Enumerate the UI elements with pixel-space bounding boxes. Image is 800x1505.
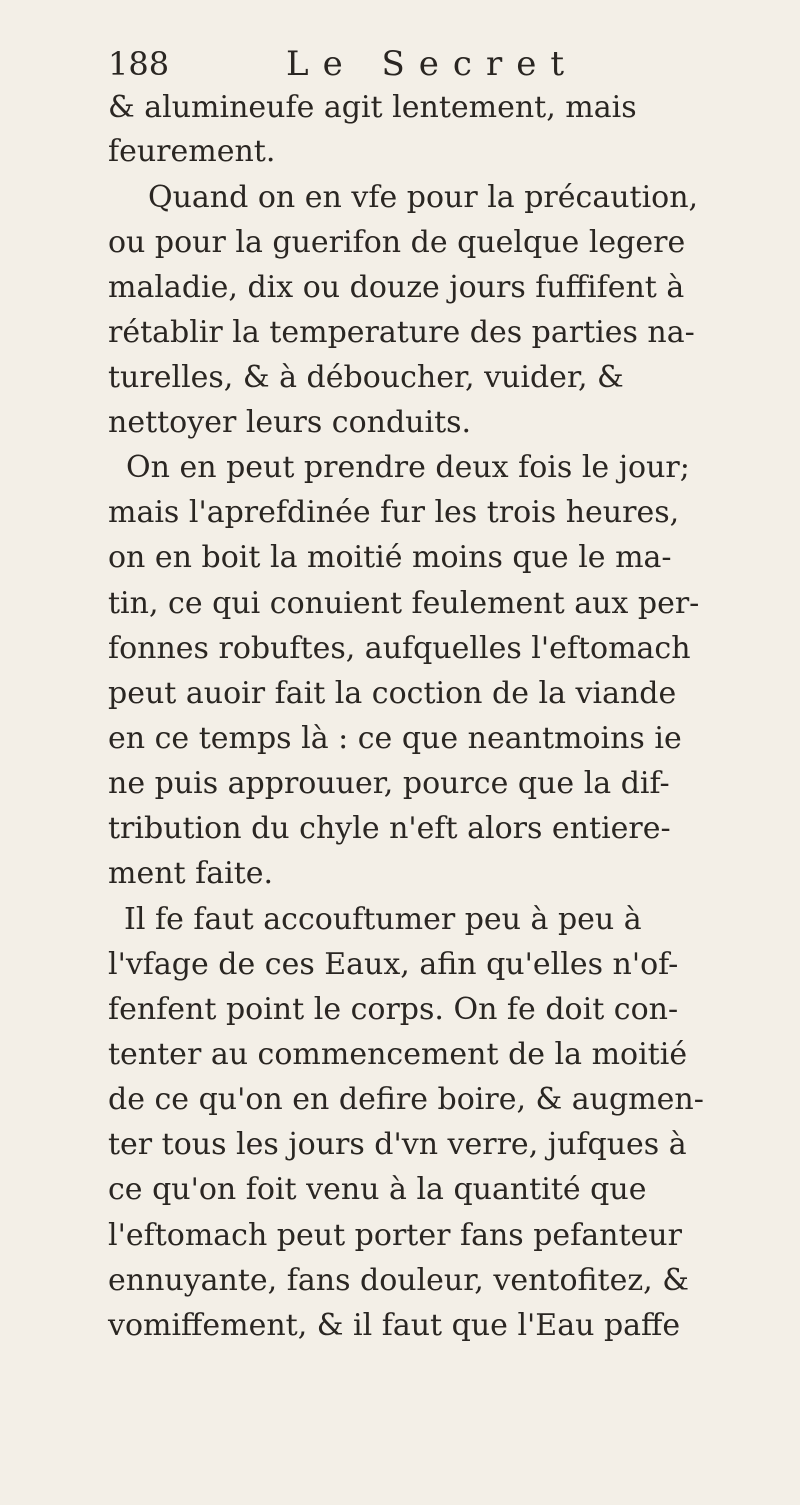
text-line: peut auoir fait la coction de la viande	[108, 676, 677, 711]
text-line: tenter au commencement de la moitié	[108, 1037, 688, 1072]
page-number: 188	[108, 45, 170, 83]
text-line: nettoyer leurs conduits.	[108, 405, 472, 440]
text-line: l'eftomach peut porter fans pefanteur	[108, 1218, 682, 1253]
text-line: l'vfage de ces Eaux, afin qu'elles n'of-	[108, 947, 679, 982]
paragraph-start-line: Quand on en vfe pour la précaution,	[148, 180, 699, 215]
text-line: ou pour la guerifon de quelque legere	[108, 225, 686, 260]
text-line: de ce qu'on en defire boire, & augmen-	[108, 1082, 704, 1117]
text-line: vomiffement, & il faut que l'Eau paffe	[108, 1308, 681, 1343]
text-line: tin, ce qui conuient feulement aux per-	[108, 586, 700, 621]
text-line: on en boit la moitié moins que le ma-	[108, 540, 672, 575]
text-line: feurement.	[108, 134, 276, 169]
text-line: ennuyante, fans douleur, ventofitez, &	[108, 1263, 689, 1298]
text-line: maladie, dix ou douze jours fuffifent à	[108, 270, 685, 305]
text-line: ce qu'on foit venu à la quantité que	[108, 1172, 647, 1207]
text-line: rétablir la temperature des parties na-	[108, 315, 695, 350]
text-line: en ce temps là : ce que neantmoins ie	[108, 721, 682, 756]
text-line: ter tous les jours d'vn verre, jufques à	[108, 1127, 687, 1162]
page-header	[108, 44, 708, 84]
text-line: ment faite.	[108, 856, 274, 891]
running-title: Le Secret	[286, 44, 578, 84]
text-line: fonnes robuftes, aufquelles l'eftomach	[108, 631, 691, 666]
text-line: fenfent point le corps. On fe doit con-	[108, 992, 679, 1027]
text-line: tribution du chyle n'eft alors entiere-	[108, 811, 671, 846]
paragraph-start-line: On en peut prendre deux fois le jour;	[126, 450, 690, 485]
paragraph-start-line: Il fe faut accouftumer peu à peu à	[124, 902, 642, 937]
text-line: & alumineufe agit lentement, mais	[108, 90, 637, 125]
text-line: ne puis approuuer, pource que la dif-	[108, 766, 670, 801]
text-line: mais l'aprefdinée fur les trois heures,	[108, 495, 680, 530]
text-line: turelles, & à déboucher, vuider, &	[108, 360, 624, 395]
